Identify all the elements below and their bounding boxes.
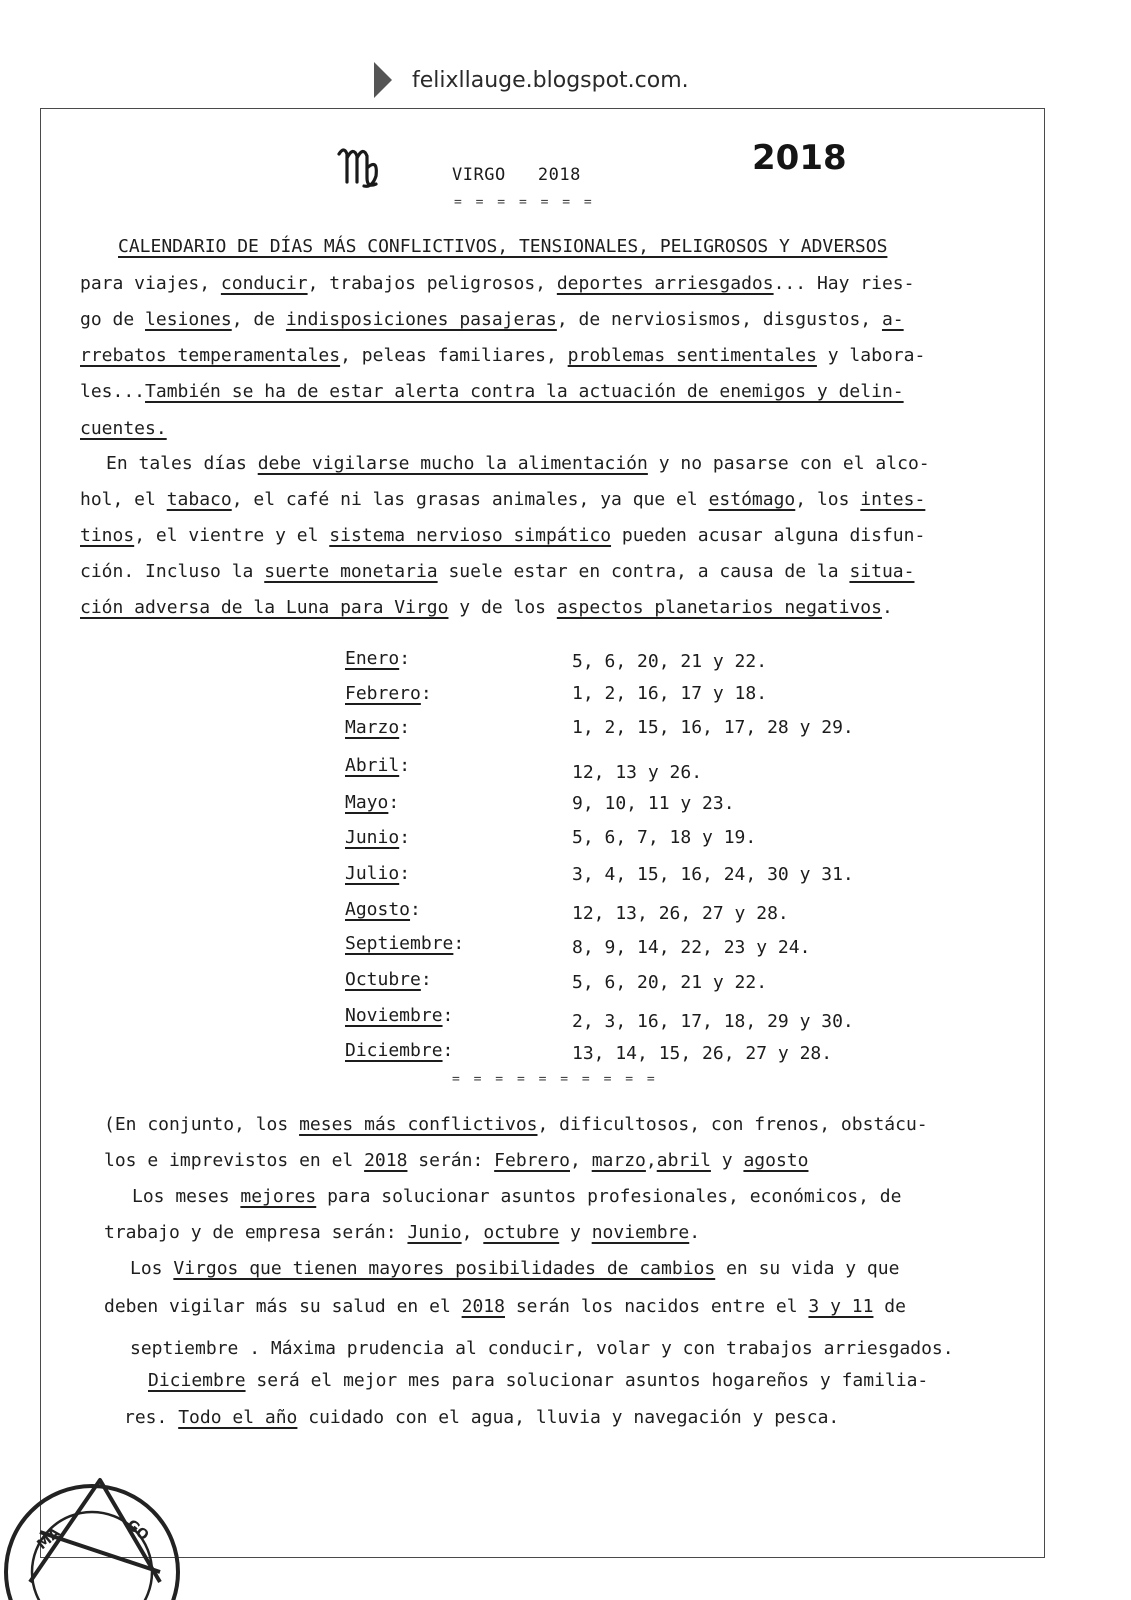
month-name: Abril:	[345, 755, 411, 776]
month-name: Julio:	[345, 863, 411, 884]
title-rule: = = = = = = =	[454, 195, 595, 210]
month-days: 5, 6, 20, 21 y 22.	[572, 651, 768, 672]
title-sign: VIRGO	[452, 165, 506, 185]
play-arrow-icon	[372, 60, 394, 100]
month-days: 12, 13, 26, 27 y 28.	[572, 903, 789, 924]
month-days: 1, 2, 16, 17 y 18.	[572, 683, 768, 704]
intro-line-1	[118, 236, 887, 257]
intro-line-2: para viajes, conducir, trabajos peligrosos, deportes arriesgados... Hay ries-	[80, 273, 915, 294]
month-days: 2, 3, 16, 17, 18, 29 y 30.	[572, 1011, 854, 1032]
intro-heading: CALENDARIO DE DÍAS MÁS CONFLICTIVOS, TENSIONALES, PELIGROSOS Y ADVERSOS	[118, 236, 888, 257]
summary-line-8: Diciembre será el mejor mes para solucionar asuntos hogareños y familia-	[148, 1370, 929, 1391]
summary-line-2: los e imprevistos en el 2018 serán: Febrero, marzo,abril y agosto	[104, 1150, 809, 1171]
blog-url[interactable]: felixllauge.blogspot.com.	[412, 67, 689, 93]
summary-line-4: trabajo y de empresa serán: Junio, octubre y noviembre.	[104, 1222, 701, 1243]
month-days: 8, 9, 14, 22, 23 y 24.	[572, 937, 811, 958]
svg-text:MA: MA	[34, 1524, 64, 1554]
month-name: Noviembre:	[345, 1005, 454, 1026]
separator-rule: = = = = = = = = = =	[452, 1072, 658, 1087]
month-name: Octubre:	[345, 969, 432, 990]
year-stamp: 2018	[752, 138, 847, 178]
month-name: Diciembre:	[345, 1040, 454, 1061]
svg-text:GO: GO	[123, 1516, 152, 1545]
month-name: Agosto:	[345, 899, 421, 920]
blog-header	[372, 58, 689, 102]
summary-line-1: (En conjunto, los meses más conflictivos, dificultosos, con frenos, obstácu-	[104, 1114, 928, 1135]
seal-stamp-icon	[0, 1462, 200, 1600]
month-days: 13, 14, 15, 26, 27 y 28.	[572, 1043, 833, 1064]
summary-line-3: Los meses mejores para solucionar asuntos profesionales, económicos, de	[132, 1186, 902, 1207]
month-name: Enero:	[345, 648, 411, 669]
summary-line-6: deben vigilar más su salud en el 2018 serán los nacidos entre el 3 y 11 de	[104, 1296, 906, 1317]
health-line-5: ción adversa de la Luna para Virgo y de los aspectos planetarios negativos.	[80, 597, 893, 618]
month-days: 5, 6, 7, 18 y 19.	[572, 827, 757, 848]
summary-line-5: Los Virgos que tienen mayores posibilidades de cambios en su vida y que	[130, 1258, 900, 1279]
month-days: 1, 2, 15, 16, 17, 28 y 29.	[572, 717, 854, 738]
health-line-2: hol, el tabaco, el café ni las grasas animales, ya que el estómago, los intes-	[80, 489, 926, 510]
month-name: Septiembre:	[345, 933, 465, 954]
title-year: 2018	[537, 165, 581, 185]
health-line-3: tinos, el vientre y el sistema nervioso simpático pueden acusar alguna disfun-	[80, 525, 926, 546]
month-days: 9, 10, 11 y 23.	[572, 793, 735, 814]
health-line-4: ción. Incluso la suerte monetaria suele estar en contra, a causa de la situa-	[80, 561, 915, 582]
document-title	[452, 165, 595, 210]
intro-line-3: go de lesiones, de indisposiciones pasajeras, de nerviosismos, disgustos, a-	[80, 309, 904, 330]
virgo-zodiac-icon	[336, 142, 384, 192]
month-days: 5, 6, 20, 21 y 22.	[572, 972, 768, 993]
intro-line-5: les...También se ha de estar alerta contra la actuación de enemigos y delin-	[80, 381, 904, 402]
health-line-1: En tales días debe vigilarse mucho la alimentación y no pasarse con el alco-	[106, 453, 930, 474]
summary-line-7: septiembre . Máxima prudencia al conducir, volar y con trabajos arriesgados.	[130, 1338, 954, 1359]
month-name: Junio:	[345, 827, 411, 848]
month-name: Mayo:	[345, 792, 400, 813]
month-name: Febrero:	[345, 683, 432, 704]
month-days: 12, 13 y 26.	[572, 762, 703, 783]
intro-line-4: rrebatos temperamentales, peleas familiares, problemas sentimentales y labora-	[80, 345, 926, 366]
summary-line-9: res. Todo el año cuidado con el agua, lluvia y navegación y pesca.	[124, 1407, 840, 1428]
intro-line-6: cuentes.	[80, 418, 167, 439]
month-name: Marzo:	[345, 717, 411, 738]
month-days: 3, 4, 15, 16, 24, 30 y 31.	[572, 864, 854, 885]
